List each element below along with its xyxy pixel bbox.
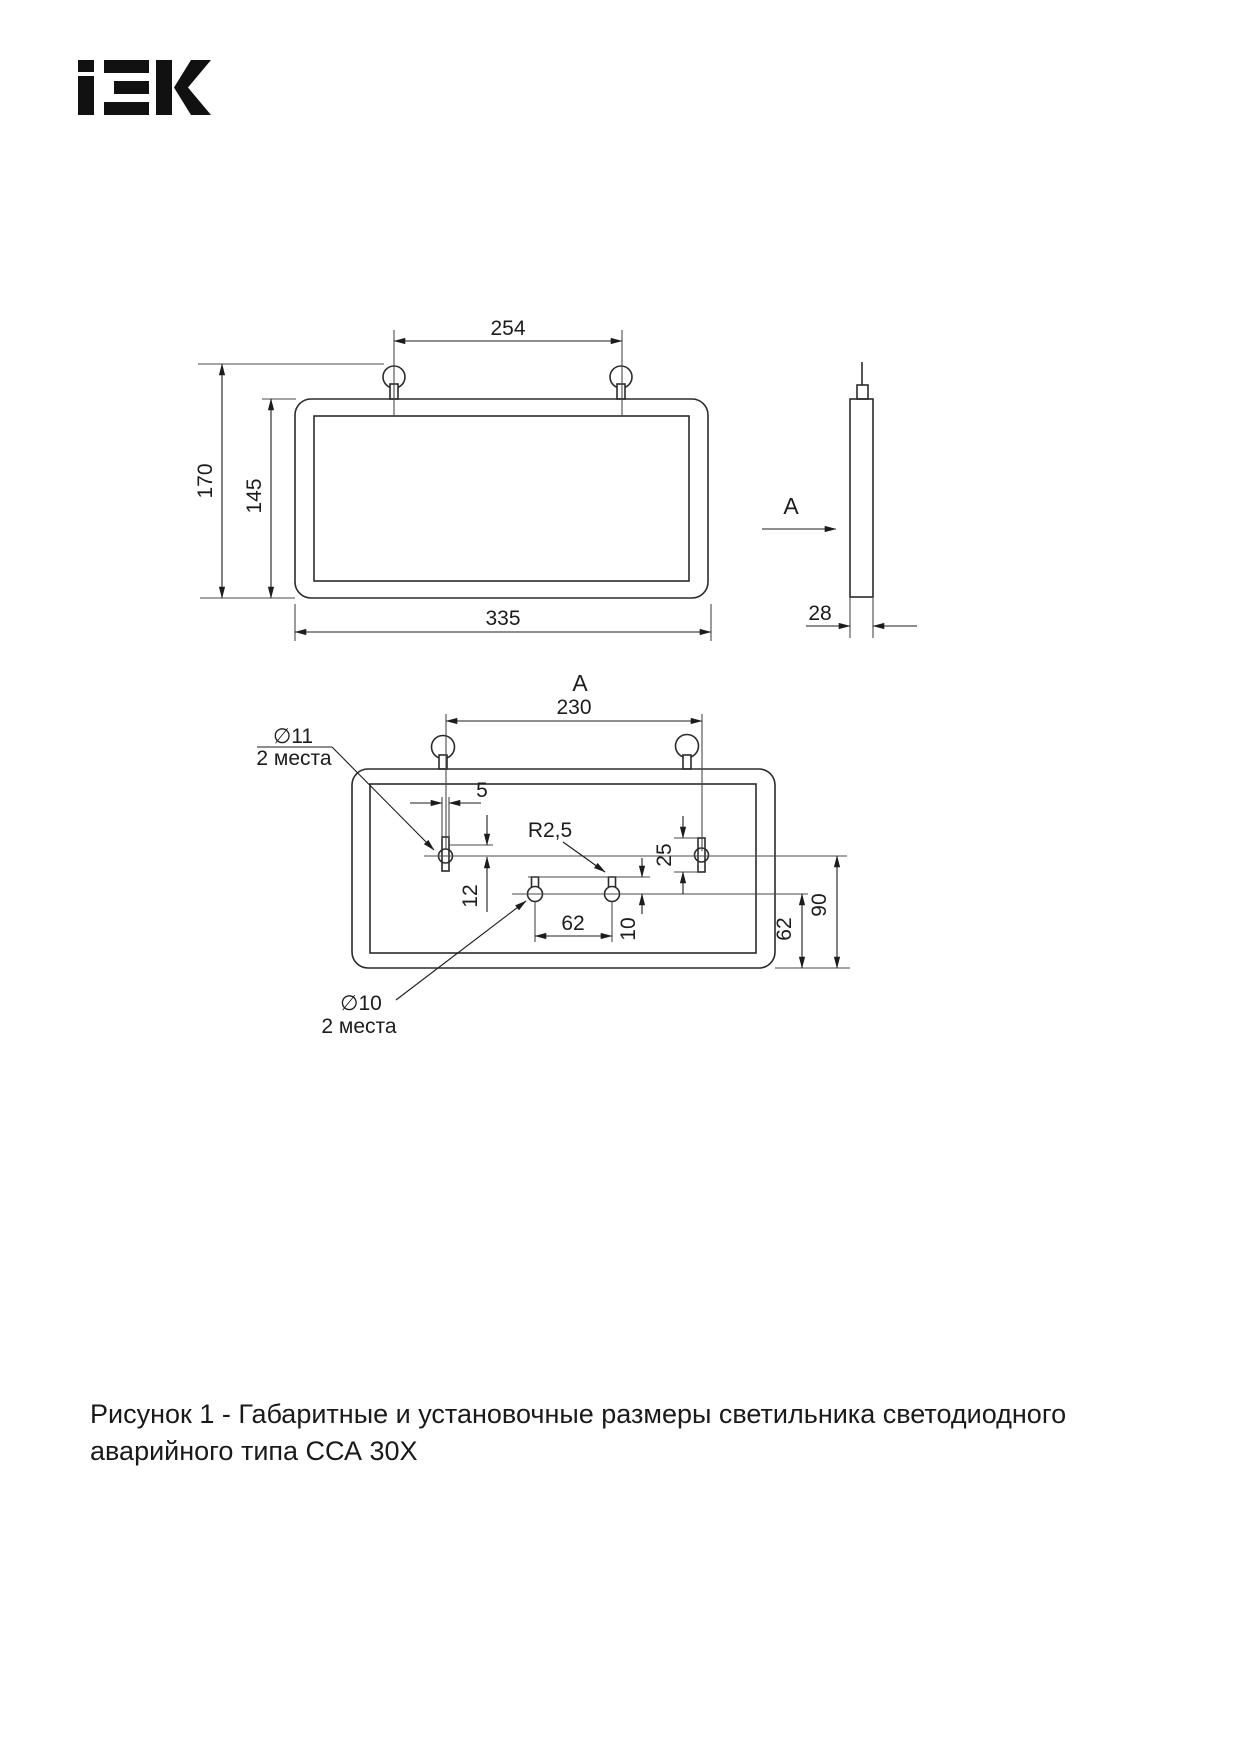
front-body-outline [295,399,708,598]
figure-caption [90,1396,1210,1470]
dim-10-label: 10 [617,917,640,941]
bottom-body-outline [352,769,775,968]
dim-62-middle-label: 62 [561,912,585,935]
hole-diameter-label: ∅10 [340,992,382,1015]
bottom-right-hanger-ring [676,735,699,758]
dim-25-label: 25 [653,843,676,867]
dim-62-right-label: 62 [773,917,796,941]
dim-335-label: 335 [485,607,521,630]
slot-places-label: 2 места [256,747,332,770]
slot-diameter-label: ∅11 [272,725,314,748]
side-body-outline [850,399,873,597]
front-screen-outline [314,416,689,581]
bottom-right-hanger-stem [683,755,691,769]
dim-254-label: 254 [490,317,526,340]
bottom-view [256,670,850,1038]
slot-leader-line [332,747,434,850]
figure-caption-line1: Рисунок 1 - Габаритные и установочные размеры светильника светодиодного [90,1399,1067,1429]
dim-5-label: 5 [476,779,488,802]
hole-places-label: 2 места [321,1015,397,1038]
view-a-label: A [572,670,588,696]
side-view [762,362,917,638]
dim-28-label: 28 [808,602,832,625]
radius-leader-line [563,842,605,872]
figure-caption-line2: аварийного типа ССА 30Х [90,1436,418,1466]
front-view [194,317,711,641]
side-hanger-tab [857,385,868,399]
hole-leader-line [396,901,526,1000]
dim-90-label: 90 [808,893,831,917]
front-right-hanger-stem [617,384,625,399]
section-a-label: A [783,493,799,519]
dim-12-label: 12 [459,884,482,908]
dim-145-label: 145 [243,478,266,514]
dim-230-label: 230 [556,696,592,719]
dim-170-label: 170 [194,463,217,499]
radius-label: R2,5 [527,819,573,842]
